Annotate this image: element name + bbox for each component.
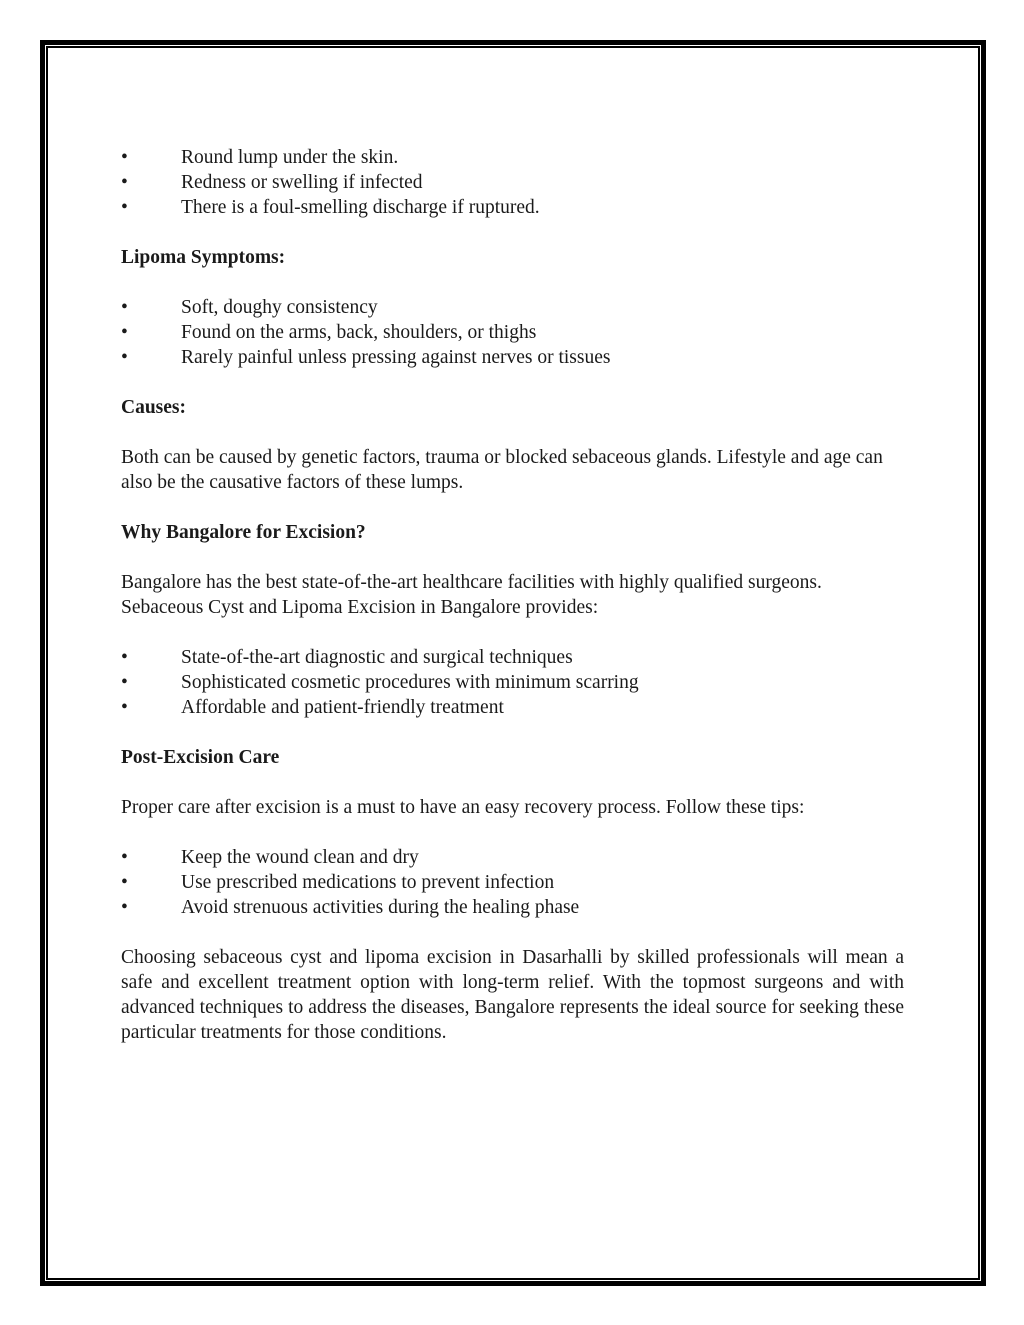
bullet-icon: • xyxy=(121,322,128,343)
list-item: • Avoid strenuous activities during the healing phase xyxy=(121,897,580,918)
causes-paragraph: Both can be caused by genetic factors, trauma or blocked sebaceous glands. Lifestyle and age can also be the causative factors of these lumps. xyxy=(121,447,883,493)
why-bangalore-heading: Why Bangalore for Excision? xyxy=(121,522,366,543)
bullet-icon: • xyxy=(121,897,128,918)
list-item: • Use prescribed medications to prevent infection xyxy=(121,872,555,893)
bullet-icon: • xyxy=(121,197,128,218)
list-item: • Redness or swelling if infected xyxy=(121,172,423,193)
list-item: • State-of-the-art diagnostic and surgical techniques xyxy=(121,647,573,668)
bangalore-benefits-list xyxy=(121,645,904,720)
bullet-icon: • xyxy=(121,347,128,368)
list-item: • Affordable and patient-friendly treatment xyxy=(121,697,504,718)
conclusion-paragraph: Choosing sebaceous cyst and lipoma excision in Dasarhalli by skilled professionals will mean a safe and excellent treatment option with long-term relief. With the topmost surgeons and with advanced techniques to address the diseases, Bangalore represents the ideal source for seeking these particular treatments for those conditions. xyxy=(121,947,904,1043)
list-item: • Soft, doughy consistency xyxy=(121,297,378,318)
why-bangalore-paragraph: Bangalore has the best state-of-the-art healthcare facilities with highly qualified surgeons. Sebaceous Cyst and Lipoma Excision in Bangalore provides: xyxy=(121,572,822,618)
list-item: • Keep the wound clean and dry xyxy=(121,847,419,868)
bullet-icon: • xyxy=(121,647,128,668)
document-body xyxy=(121,145,904,1045)
list-item: • Found on the arms, back, shoulders, or thighs xyxy=(121,322,537,343)
bullet-icon: • xyxy=(121,297,128,318)
list-item: • There is a foul-smelling discharge if ruptured. xyxy=(121,197,540,218)
post-excision-paragraph: Proper care after excision is a must to have an easy recovery process. Follow these tips: xyxy=(121,797,805,818)
bullet-icon: • xyxy=(121,697,128,718)
list-item: • Sophisticated cosmetic procedures with minimum scarring xyxy=(121,672,639,693)
post-care-tips-list xyxy=(121,845,904,920)
post-excision-heading: Post-Excision Care xyxy=(121,747,280,768)
bullet-icon: • xyxy=(121,847,128,868)
bullet-icon: • xyxy=(121,147,128,168)
intro-symptom-list xyxy=(121,145,904,220)
lipoma-symptoms-heading: Lipoma Symptoms: xyxy=(121,247,286,268)
bullet-icon: • xyxy=(121,172,128,193)
bullet-icon: • xyxy=(121,872,128,893)
lipoma-symptom-list xyxy=(121,295,904,370)
list-item: • Rarely painful unless pressing against nerves or tissues xyxy=(121,347,611,368)
causes-heading: Causes: xyxy=(121,397,187,418)
list-item: • Round lump under the skin. xyxy=(121,147,399,168)
bullet-icon: • xyxy=(121,672,128,693)
